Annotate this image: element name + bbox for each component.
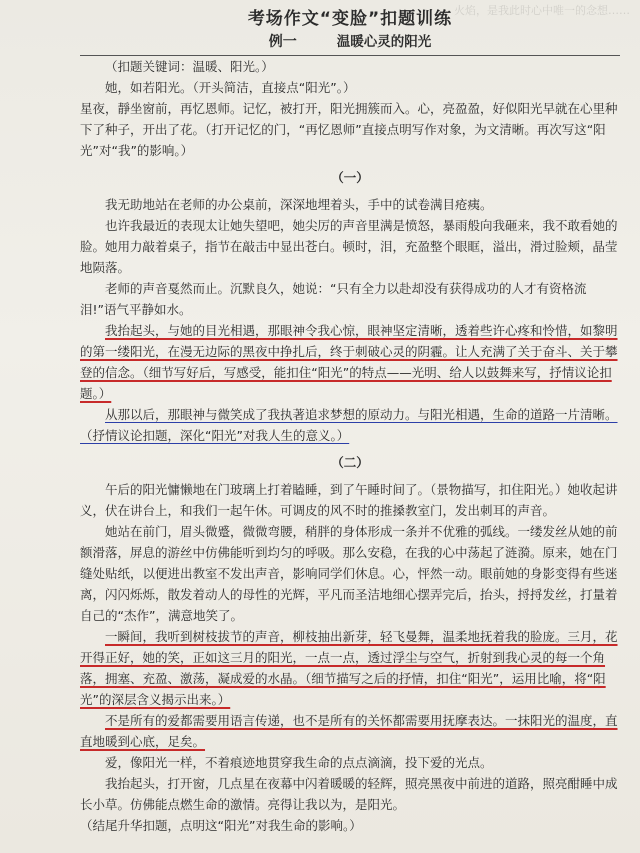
- closing-annotation: （结尾升华扣题，点明这“阳光”对我生命的影响。）: [80, 818, 362, 833]
- bleed-through-text: 火焰，是我此时心中唯一的念想……: [454, 4, 630, 17]
- section-paragraph: 爱，像阳光一样，不着痕迹地贯穿我生命的点点滴滴，投下爱的光点。: [105, 755, 493, 770]
- section-paragraph: 我无助地站在老师的办公桌前，深深地埋着头，手中的试卷满目疮痍。: [105, 197, 493, 212]
- highlighted-paragraph: 从那以后，那眼神与微笑成了我执著追求梦想的原动力。与阳光相遇，生命的道路一片清晰。（抒情议论扣题，深化“阳光”对我人生的意义。）: [80, 407, 618, 443]
- section-paragraph: 午后的阳光慵懒地在门玻璃上打着瞌睡，到了午睡时间了。（景物描写，扣住阳光。）她收起讲义，伏在讲台上，和我们一起午休。可调皮的风不时的推搡教室门，发出刺耳的声音。: [80, 482, 618, 518]
- page-title: 考场作文“变脸”扣题训练: [247, 9, 453, 29]
- section-label: （一）: [331, 170, 369, 185]
- keywords-line: （扣题关键词：温暖、阳光。）: [105, 59, 274, 74]
- example-label: 例一: [268, 34, 297, 50]
- document-body: [80, 8, 620, 836]
- section-label: （二）: [331, 455, 369, 470]
- section-paragraph: 我抬起头，打开窗，几点星在夜幕中闪着暖暖的轻辉，照亮黑夜中前进的道路，照亮酣睡中成长小草。仿佛能点燃生命的激情。亮得让我以为，是阳光。: [80, 776, 618, 812]
- example-title: 温暖心灵的阳光: [336, 34, 432, 50]
- highlighted-paragraph: 不是所有的爱都需要用语言传递，也不是所有的关怀都需要用抚摩表达。一抹阳光的温度，直直地暖到心底，足矣。: [80, 713, 618, 749]
- section-paragraph: 她站在前门，眉头微蹙，微微弯腰，稍胖的身体形成一条并不优雅的弧线。一缕发丝从她的前额滑落，屏息的游丝中仿佛能听到均匀的呼吸。那么安稳，在我的心中荡起了涟漪。原来，她在门缝处贴纸，以便进出教室不发出声音，影响同学们休息。心，怦然一动。眼前她的身影变得有些迷离，闪闪烁烁，散发着动人的母性的光辉，平凡而圣洁地细心摆弄完后，抬头，捋捋发丝，打量着自己的“杰作”，满意地笑了。: [80, 524, 618, 623]
- highlighted-paragraph: 我抬起头，与她的目光相遇，那眼神令我心惊，眼神坚定清晰，透着些许心疼和怜惜，如黎明的第一缕阳光，在漫无边际的黑夜中挣扎后，终于刺破心灵的阴霾。让人充满了关于奋斗、关于攀登的信念。（细节写好后，写感受，能扣住“阳光”的特点——光明、给人以鼓舞来写，抒情议论扣题。）: [80, 323, 618, 401]
- intro-paragraph: 她，如若阳光。（开头简洁，直接点“阳光”。）: [105, 80, 356, 95]
- section-paragraph: 也许我最近的表现太让她失望吧，她尖厉的声音里满是愤怒，暴雨般向我砸来，我不敢看她的脸。她用力敲着桌子，指节在敲击中显出苍白。顿时，泪，充盈整个眼眶，溢出，滑过脸颊，晶莹地陨落。: [80, 218, 618, 275]
- example-header: [80, 32, 620, 53]
- section-paragraph: 老师的声音戛然而止。沉默良久，她说：“只有全力以赴却没有获得成功的人才有资格流泪!”语气平静如水。: [80, 281, 587, 317]
- intro-paragraph: 星夜，靜坐窗前，再忆恩师。记忆，被打开，阳光拥簇而入。心，亮盈盈，好似阳光早就在心里种下了种子，开出了花。（打开记忆的门，“再忆恩师”直接点明写作对象，为文清晰。再次写这“阳光”对“我”的影响。）: [80, 101, 618, 158]
- highlighted-paragraph: 一瞬间，我听到树枝拔节的声音，柳枝抽出新芽，轻飞曼舞，温柔地抚着我的脸庞。三月，花开得正好，她的笑，正如这三月的阳光，一点一点，透过浮尘与空气，折射到我心灵的每一个角落，拥塞、充盈、激荡，凝成爱的水晶。（细节描写之后的抒情，扣住“阳光”，运用比喻，将“阳光”的深层含义揭示出来。）: [80, 629, 618, 707]
